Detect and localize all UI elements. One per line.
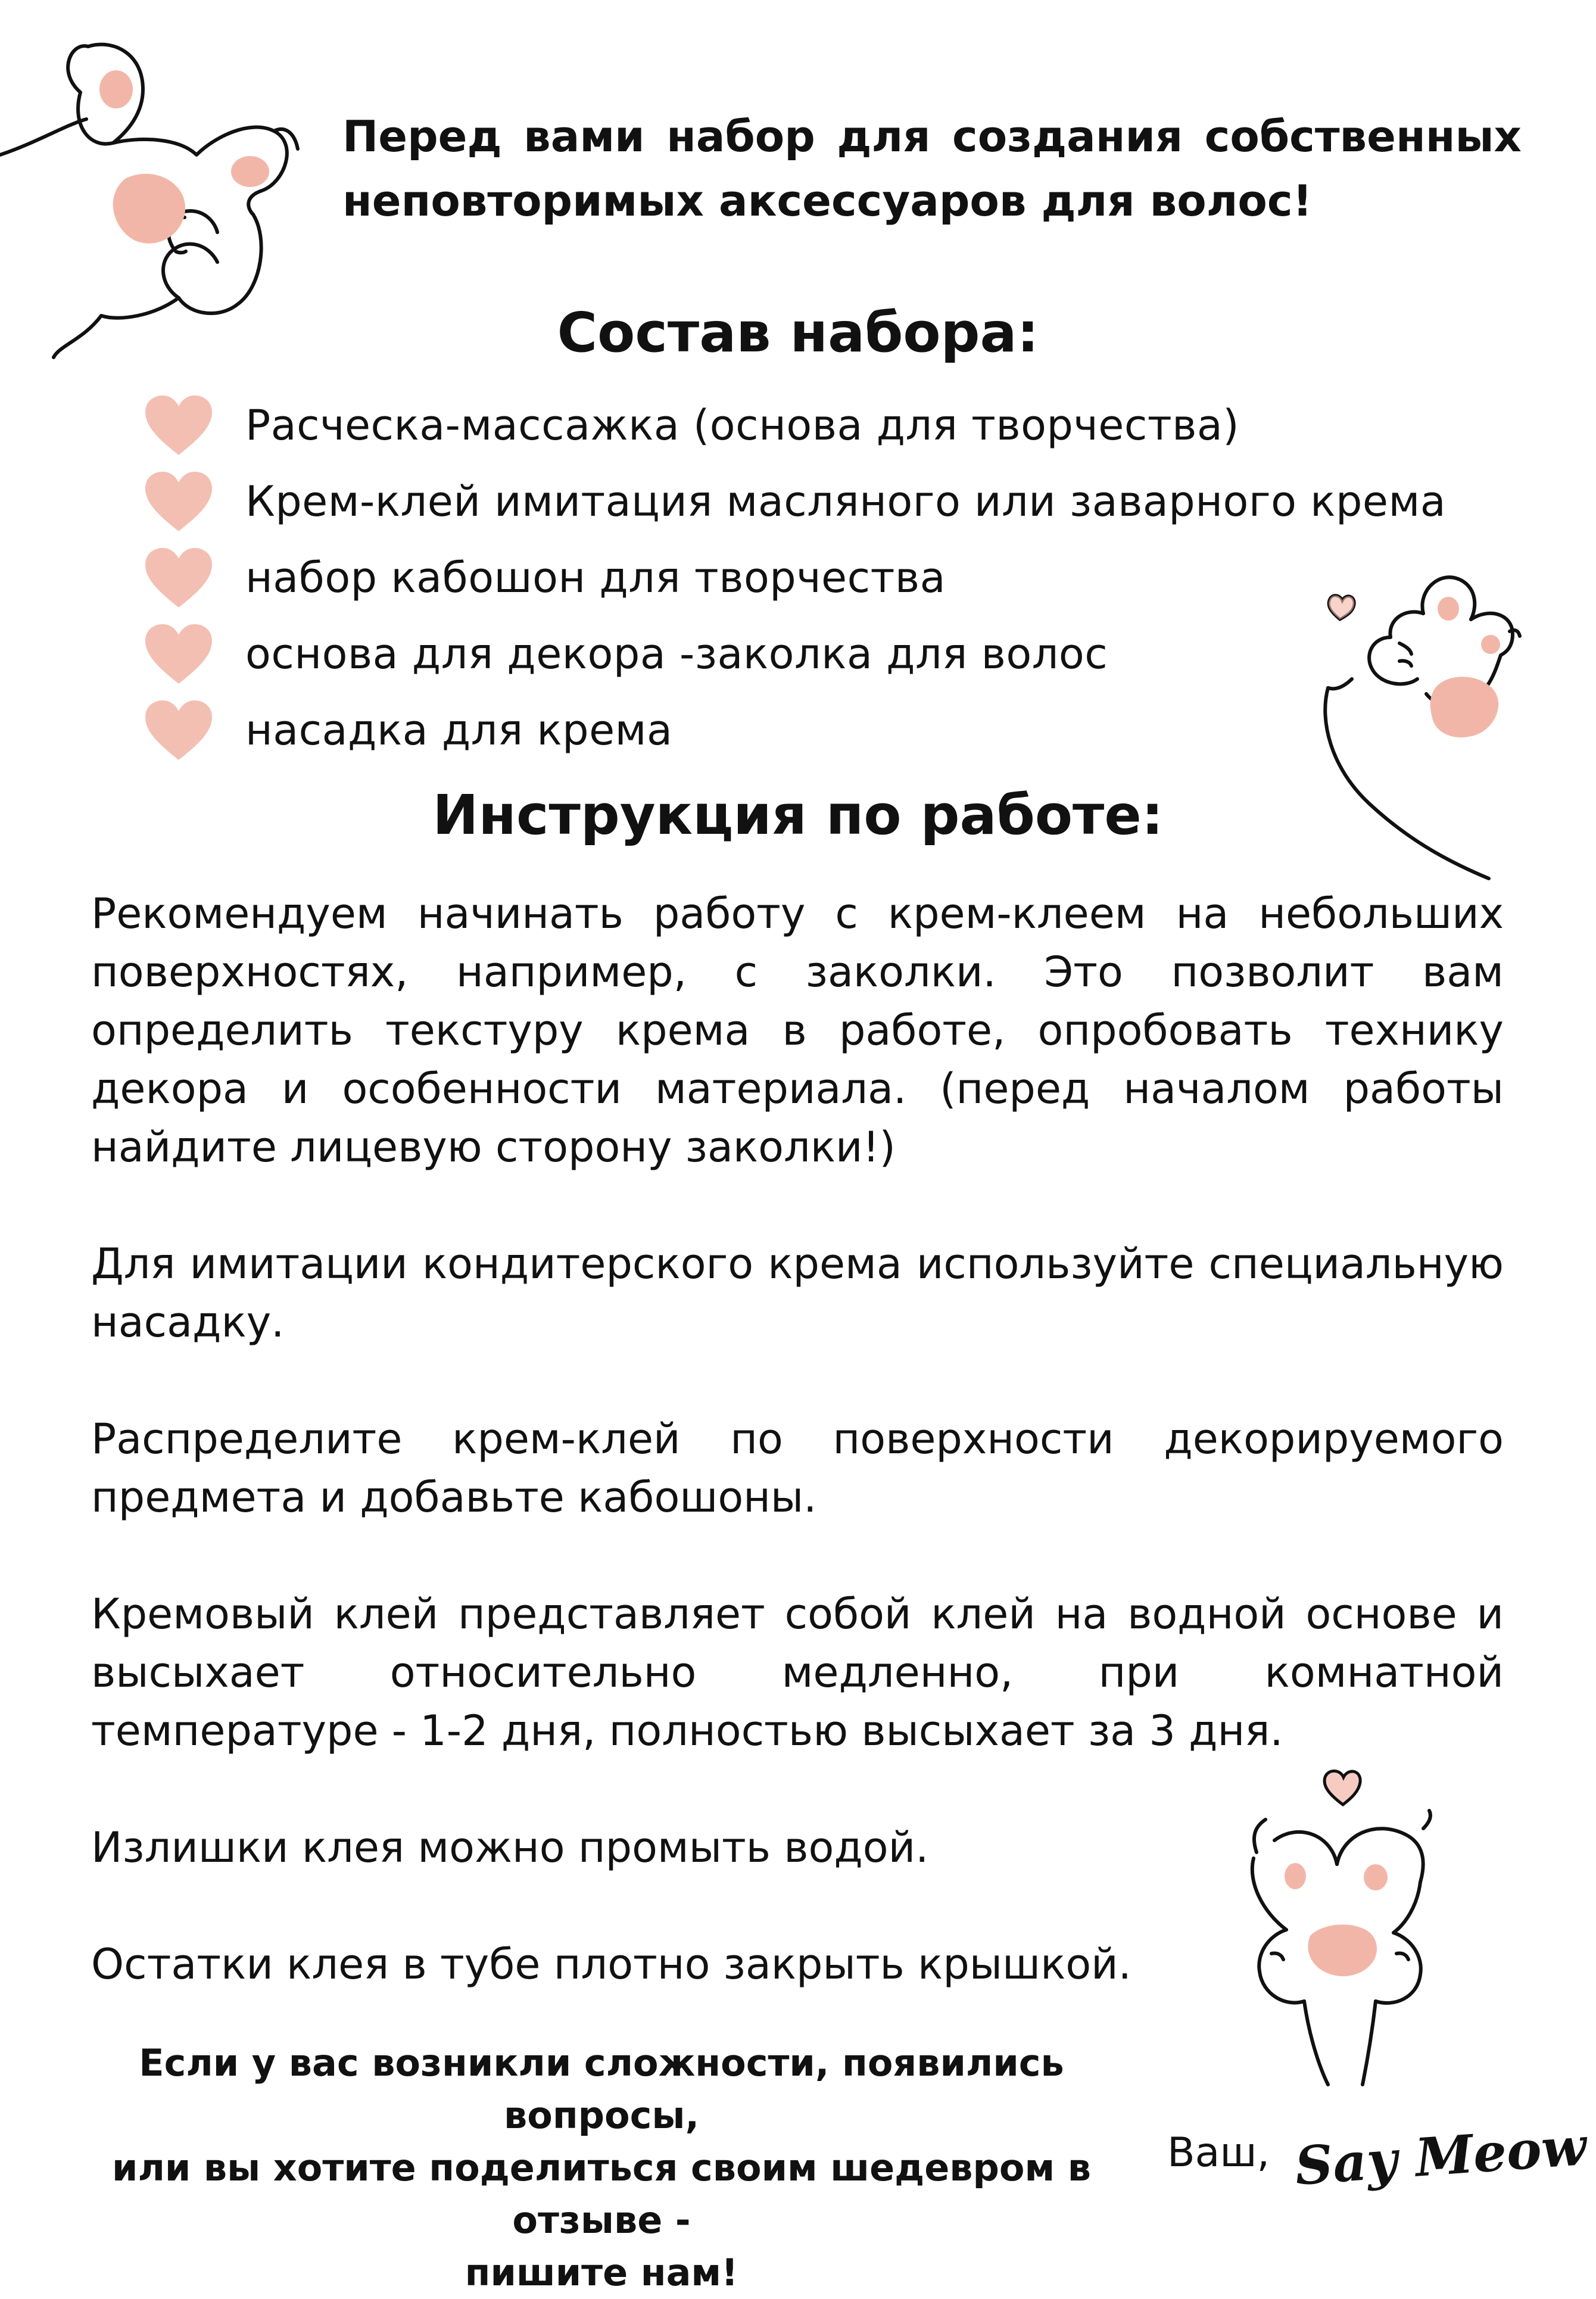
- brand-signature-text: Say Meow: [1293, 2114, 1589, 2197]
- instruction-line: Рекомендуем начинать работу с крем-клеем на небольших: [91, 889, 1504, 938]
- instruction-paragraph-1: [91, 884, 1504, 1176]
- instruction-line: высыхает относительно медленно, при комнатной: [91, 1648, 1504, 1697]
- heart-icon: [143, 469, 214, 534]
- list-item-label: Крем-клей имитация масляного или заварного крема: [245, 477, 1447, 526]
- list-item: [143, 540, 1446, 616]
- list-item-label: Расческа-массажка (основа для творчества): [245, 401, 1240, 450]
- kit-list: [143, 387, 1446, 768]
- brand-signature: [1292, 2114, 1589, 2210]
- cat-paws-hugging-icon: [1215, 1763, 1513, 2085]
- instructions-heading: Инструкция по работе:: [432, 783, 1164, 847]
- intro-text: [342, 104, 1522, 233]
- list-item: [143, 692, 1446, 768]
- contact-line: пишите нам!: [465, 2251, 738, 2294]
- signoff-yours: Ваш,: [1167, 2129, 1270, 2176]
- instruction-line: найдите лицевую сторону заколки!): [91, 1123, 896, 1172]
- list-item-label: насадка для крема: [245, 706, 673, 755]
- list-item-label: основа для декора -заколка для волос: [245, 630, 1108, 678]
- instruction-line: определить текстуру крема в работе, опробовать технику: [91, 1006, 1504, 1055]
- heart-icon: [143, 698, 214, 762]
- instruction-line: декора и особенности материала. (перед началом работы: [91, 1064, 1504, 1113]
- instruction-line: Для имитации кондитерского крема используйте специальную: [91, 1239, 1504, 1288]
- instruction-paragraph-3: [91, 1410, 1504, 1527]
- contact-line: или вы хотите поделиться своим шедевром в отзыве -: [112, 2146, 1091, 2242]
- instruction-line: Распределите крем-клей по поверхности декорируемого: [91, 1415, 1504, 1463]
- intro-line-2: неповторимых аксессуаров для волос!: [342, 176, 1313, 226]
- list-item: [143, 616, 1446, 692]
- instruction-paragraph-2: [91, 1235, 1504, 1351]
- instruction-line: предмета и добавьте кабошоны.: [91, 1473, 817, 1522]
- instruction-line: насадку.: [91, 1298, 285, 1347]
- contact-line: Если у вас возникли сложности, появились вопросы,: [139, 2041, 1064, 2137]
- instruction-paragraph-4: [91, 1585, 1504, 1760]
- instruction-paragraph-5: Излишки клея можно промыть водой.: [91, 1823, 929, 1872]
- list-item-label: набор кабошон для творчества: [245, 553, 946, 602]
- kit-heading: Состав набора:: [557, 301, 1039, 365]
- instruction-line: поверхностях, например, с заколки. Это позволит вам: [91, 948, 1504, 996]
- heart-icon: [143, 393, 214, 457]
- list-item: [143, 387, 1446, 463]
- list-item: [143, 463, 1446, 540]
- contact-note: [36, 2037, 1167, 2299]
- instruction-line: температуре - 1-2 дня, полностью высыхает за 3 дня.: [91, 1706, 1283, 1755]
- intro-line-1: Перед вами набор для создания собственных: [342, 111, 1522, 161]
- heart-icon: [143, 546, 214, 610]
- instruction-line: Кремовый клей представляет собой клей на водной основе и: [91, 1590, 1504, 1638]
- instruction-paragraph-6: Остатки клея в тубе плотно закрыть крышкой.: [91, 1940, 1131, 1989]
- heart-icon: [143, 622, 214, 686]
